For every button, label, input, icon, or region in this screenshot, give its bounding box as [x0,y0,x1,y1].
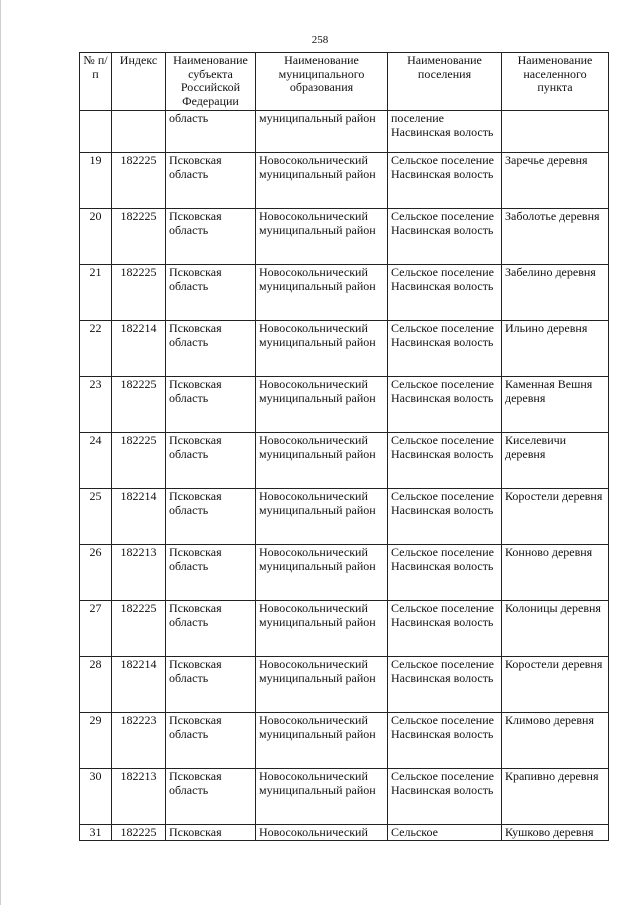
table-row [80,489,609,545]
cell-municipality: Новосокольнический муниципальный район [256,209,388,265]
page-number: 258 [311,34,329,46]
cell-subject: Псковская область [166,433,256,489]
header-subject: Наименование субъекта Российской Федерации [166,53,256,111]
cell-num: 23 [80,377,112,433]
cell-index: 182225 [112,265,166,321]
cell-subject: Псковская область [166,657,256,713]
cell-locality: Климово деревня [502,713,609,769]
cell-num: 21 [80,265,112,321]
cell-municipality: Новосокольнический [256,825,388,841]
cell-subject: Псковская область [166,153,256,209]
cell-num: 24 [80,433,112,489]
cell-subject: Псковская область [166,769,256,825]
table-row [80,601,609,657]
cell-settlement: поселение Насвинская волость [388,111,502,153]
cell-index: 182213 [112,769,166,825]
cell-subject: Псковская область [166,321,256,377]
cell-locality: Заболотье деревня [502,209,609,265]
cell-settlement: Сельское поселение Насвинская волость [388,377,502,433]
header-index: Индекс [112,53,166,111]
cell-subject: Псковская область [166,489,256,545]
cell-municipality: Новосокольнический муниципальный район [256,153,388,209]
cell-locality: Кушково деревня [502,825,609,841]
cell-index: 182213 [112,545,166,601]
cell-subject: Псковская область [166,545,256,601]
cell-num: 22 [80,321,112,377]
cell-municipality: Новосокольнический муниципальный район [256,713,388,769]
cell-num: 28 [80,657,112,713]
cell-index: 182214 [112,321,166,377]
table-row [80,657,609,713]
cell-settlement: Сельское поселение Насвинская волость [388,545,502,601]
cell-settlement: Сельское поселение Насвинская волость [388,209,502,265]
cell-settlement: Сельское поселение Насвинская волость [388,321,502,377]
cell-num: 30 [80,769,112,825]
scan-edge [0,0,1,905]
cell-settlement: Сельское [388,825,502,841]
cell-locality: Конново деревня [502,545,609,601]
cell-municipality: муниципальный район [256,111,388,153]
cell-settlement: Сельское поселение Насвинская волость [388,601,502,657]
table-row [80,153,609,209]
cell-num: 31 [80,825,112,841]
cell-index: 182225 [112,601,166,657]
cell-num: 19 [80,153,112,209]
cell-locality: Крапивно деревня [502,769,609,825]
cell-municipality: Новосокольнический муниципальный район [256,769,388,825]
cell-locality [502,111,609,153]
cell-subject: Псковская область [166,377,256,433]
cell-settlement: Сельское поселение Насвинская волость [388,153,502,209]
table-row [80,545,609,601]
cell-municipality: Новосокольнический муниципальный район [256,601,388,657]
cell-index: 182223 [112,713,166,769]
cell-subject: Псковская [166,825,256,841]
cell-settlement: Сельское поселение Насвинская волость [388,657,502,713]
table-row [80,825,609,841]
continuation-row [80,111,609,153]
table-row [80,209,609,265]
header-settlement: Наименование поселения [388,53,502,111]
cell-num: 27 [80,601,112,657]
cell-locality: Киселевичи деревня [502,433,609,489]
cell-index [112,111,166,153]
cell-index: 182225 [112,825,166,841]
cell-index: 182214 [112,489,166,545]
cell-locality: Каменная Вешня деревня [502,377,609,433]
cell-num: 25 [80,489,112,545]
cell-municipality: Новосокольнический муниципальный район [256,657,388,713]
cell-municipality: Новосокольнический муниципальный район [256,433,388,489]
cell-index: 182225 [112,377,166,433]
cell-municipality: Новосокольнический муниципальный район [256,321,388,377]
cell-subject: область [166,111,256,153]
cell-locality: Коростели деревня [502,657,609,713]
table-row [80,769,609,825]
header-locality: Наименование населенного пункта [502,53,609,111]
cell-subject: Псковская область [166,713,256,769]
cell-subject: Псковская область [166,265,256,321]
header-num: № п/п [80,53,112,111]
cell-settlement: Сельское поселение Насвинская волость [388,769,502,825]
cell-settlement: Сельское поселение Насвинская волость [388,433,502,489]
cell-settlement: Сельское поселение Насвинская волость [388,489,502,545]
cell-num [80,111,112,153]
cell-subject: Псковская область [166,601,256,657]
cell-num: 20 [80,209,112,265]
cell-locality: Ильино деревня [502,321,609,377]
table-row [80,377,609,433]
cell-index: 182225 [112,433,166,489]
cell-num: 26 [80,545,112,601]
cell-index: 182225 [112,153,166,209]
cell-municipality: Новосокольнический муниципальный район [256,489,388,545]
cell-locality: Коростели деревня [502,489,609,545]
cell-index: 182225 [112,209,166,265]
settlements-table [79,52,609,841]
cell-municipality: Новосокольнический муниципальный район [256,545,388,601]
cell-municipality: Новосокольнический муниципальный район [256,265,388,321]
cell-settlement: Сельское поселение Насвинская волость [388,713,502,769]
table-row [80,713,609,769]
cell-index: 182214 [112,657,166,713]
header-municipality: Наименование муниципального образования [256,53,388,111]
cell-settlement: Сельское поселение Насвинская волость [388,265,502,321]
cell-num: 29 [80,713,112,769]
cell-municipality: Новосокольнический муниципальный район [256,377,388,433]
cell-locality: Забелино деревня [502,265,609,321]
cell-locality: Заречье деревня [502,153,609,209]
cell-subject: Псковская область [166,209,256,265]
table-row [80,321,609,377]
cell-locality: Колоницы деревня [502,601,609,657]
table-header-row [80,53,609,111]
table-row [80,433,609,489]
table-row [80,265,609,321]
